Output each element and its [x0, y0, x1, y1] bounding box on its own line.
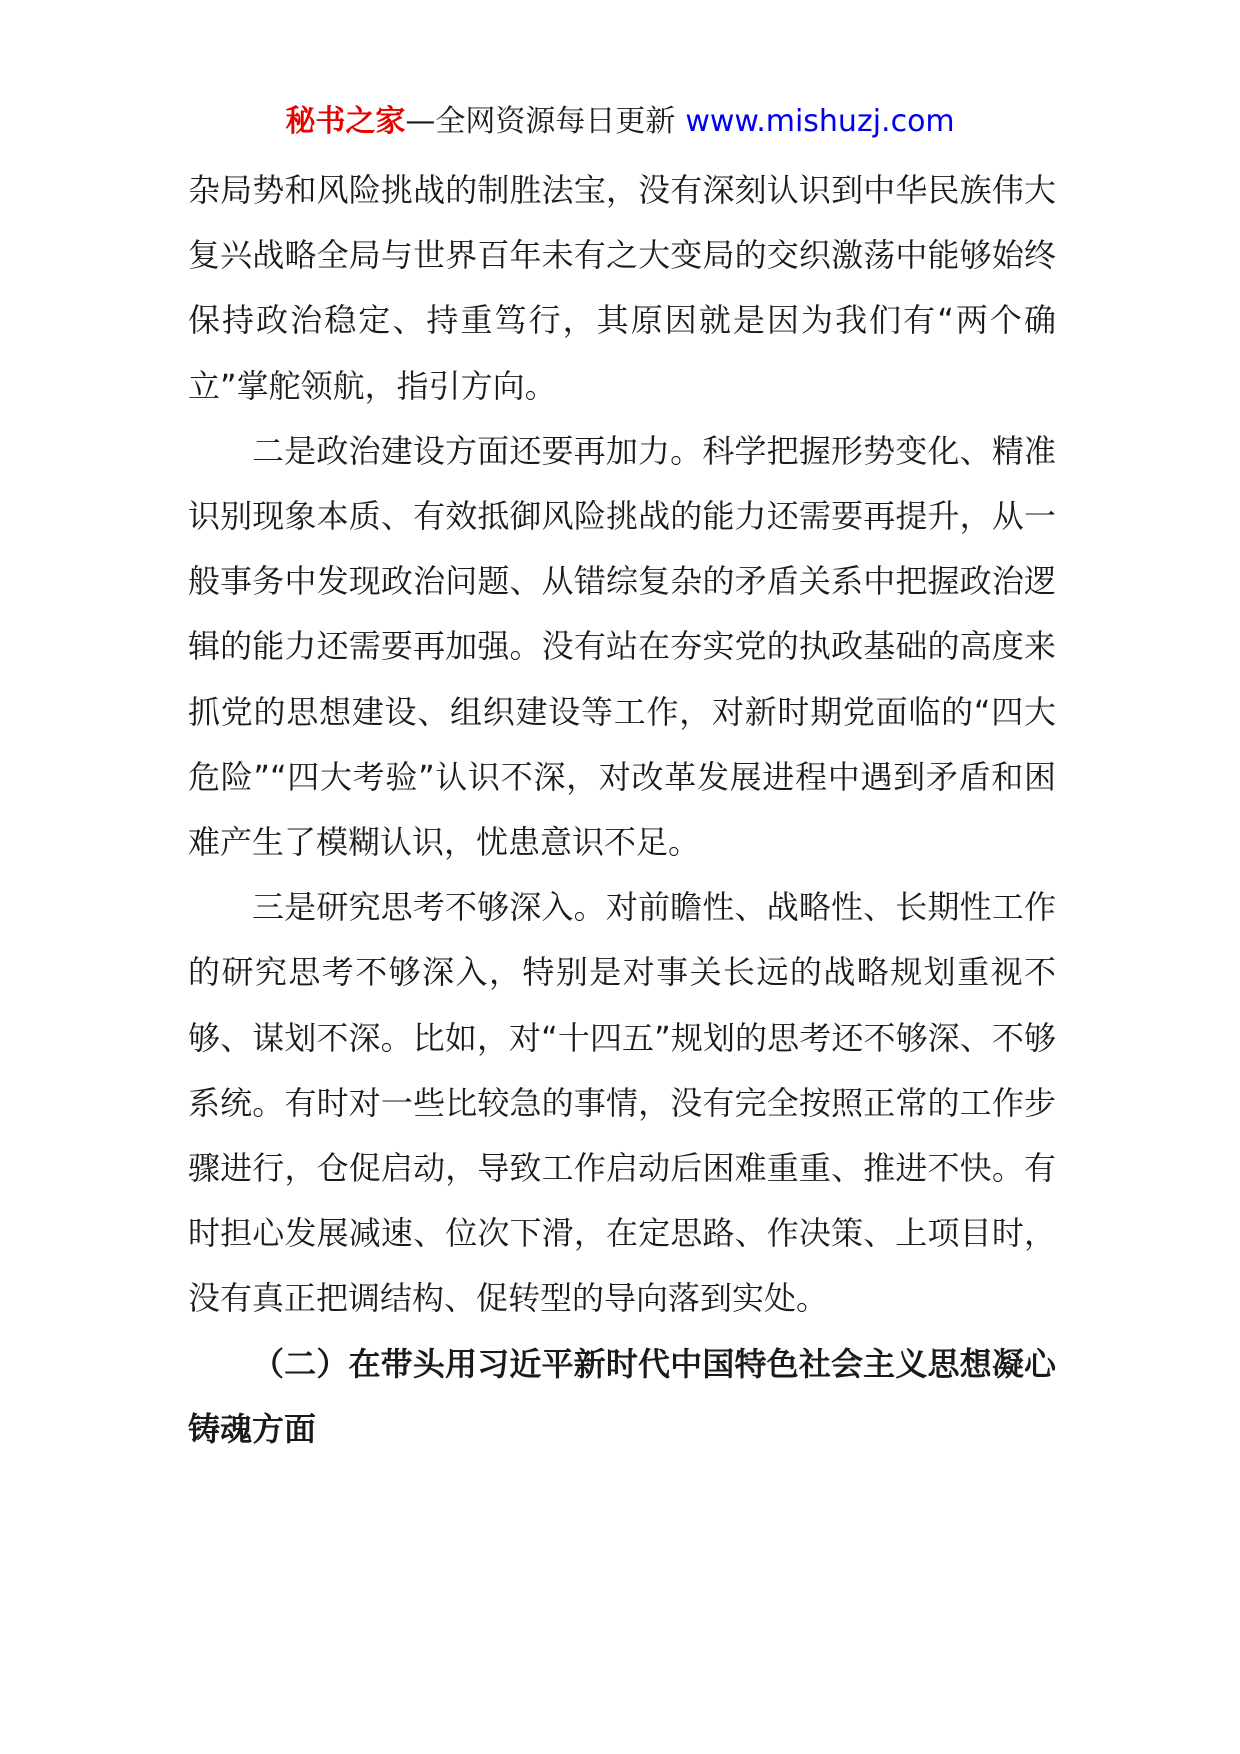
- header-tagline: 全网资源每日更新: [435, 104, 676, 139]
- section-heading: （二）在带头用习近平新时代中国特色社会主义思想凝心铸魂方面: [188, 1344, 1056, 1448]
- document-body: [188, 158, 1056, 1462]
- site-url-link[interactable]: www.mishuzj.com: [685, 104, 955, 139]
- brand-name: 秘书之家: [285, 104, 406, 139]
- paragraph-political-construction: 二是政治建设方面还要再加力。科学把握形势变化、精准识别现象本质、有效抵御风险挑战的能力还需要再提升，从一般事务中发现政治问题、从错综复杂的矛盾关系中把握政治逻辑的能力还需要再加强。没有站在夯实党的执政基础的高度来抓党的思想建设、组织建设等工作，对新时期党面临的“四大危险”“四大考验”认识不深，对改革发展进程中遇到矛盾和困难产生了模糊认识，忧患意识不足。: [188, 431, 1056, 862]
- paragraph-continued: 杂局势和风险挑战的制胜法宝，没有深刻认识到中华民族伟大复兴战略全局与世界百年未有之大变局的交织激荡中能够始终保持政治稳定、持重笃行，其原因就是因为我们有“两个确立”掌舵领航，指引方向。: [188, 171, 1056, 405]
- site-header: [0, 100, 1240, 144]
- header-dash: —: [405, 104, 436, 139]
- paragraph-research-thinking: 三是研究思考不够深入。对前瞻性、战略性、长期性工作的研究思考不够深入，特别是对事关长远的战略规划重视不够、谋划不深。比如，对“十四五”规划的思考还不够深、不够系统。有时对一些比较急的事情，没有完全按照正常的工作步骤进行，仓促启动，导致工作启动后困难重重、推进不快。有时担心发展减速、位次下滑，在定思路、作决策、上项目时，没有真正把调结构、促转型的导向落到实处。: [188, 888, 1056, 1318]
